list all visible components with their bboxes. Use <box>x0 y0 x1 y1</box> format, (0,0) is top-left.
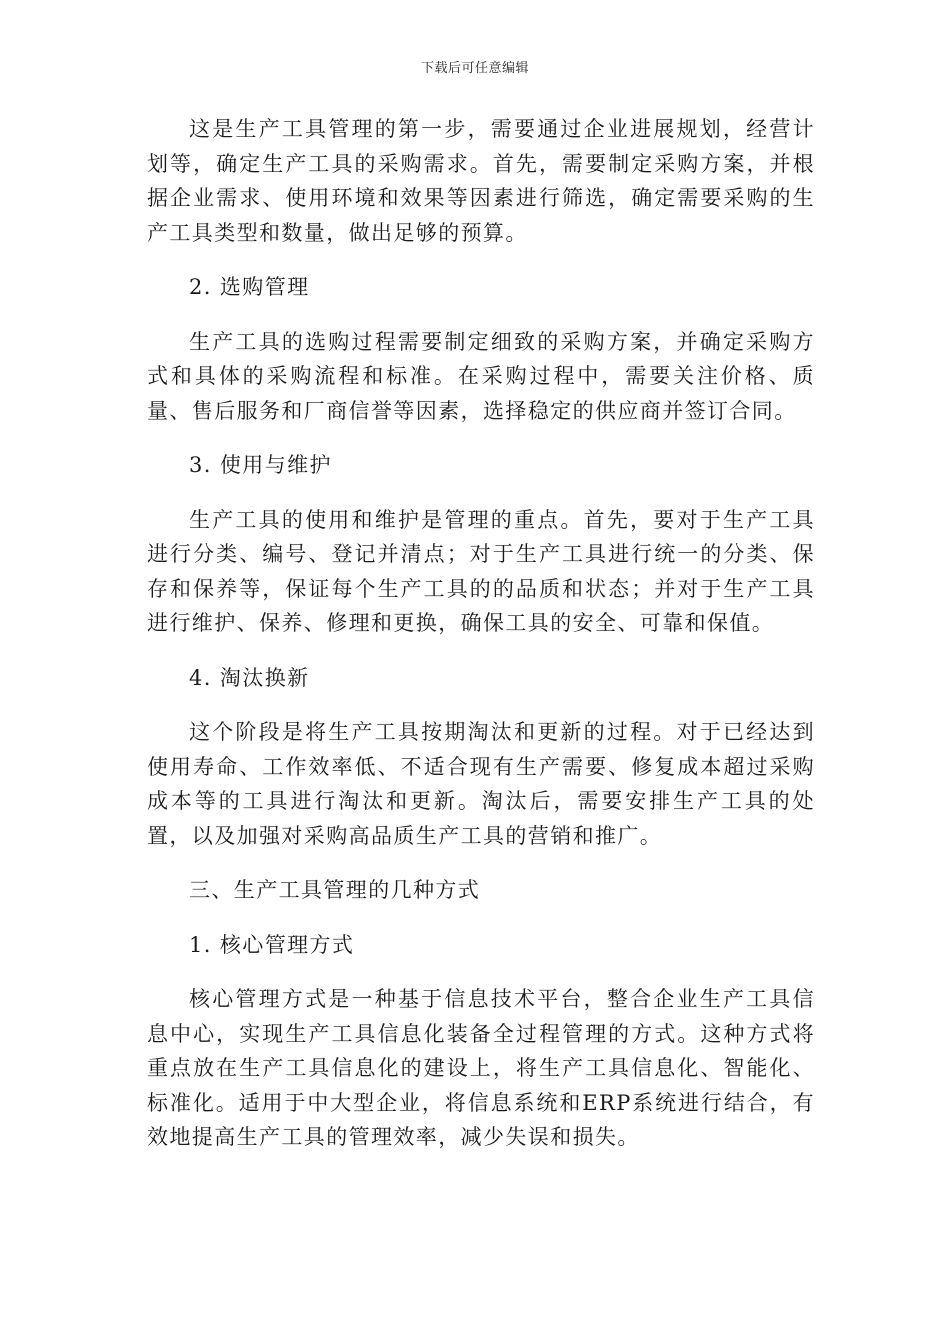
paragraph-core-management: 核心管理方式是一种基于信息技术平台，整合企业生产工具信息中心，实现生产工具信息化装备全过程管理的方式。这种方式将重点放在生产工具信息化的建设上，将生产工具信息化、智能化、标准化。适用于中大型企业，将信息系统和ERP系统进行结合，有效地提高生产工具的管理效率，减少失误和损失。 <box>147 987 815 1149</box>
heading-retirement-renewal: 4. 淘汰换新 <box>189 665 310 690</box>
document-body <box>147 112 815 1175</box>
page-header: 下载后可任意编辑 <box>420 61 529 76</box>
paragraph-use-and-maintenance: 生产工具的使用和维护是管理的重点。首先，要对于生产工具进行分类、编号、登记并清点；对于生产工具进行统一的分类、保存和保养等，保证每个生产工具的的品质和状态；并对于生产工具进行维护、保养、修理和更换，确保工具的安全、可靠和保值。 <box>147 507 815 635</box>
paragraph-retirement-renewal: 这个阶段是将生产工具按期淘汰和更新的过程。对于已经达到使用寿命、工作效率低、不适合现有生产需要、修复成本超过采购成本等的工具进行淘汰和更新。淘汰后，需要安排生产工具的处置，以及加强对采购高品质生产工具的营销和推广。 <box>147 720 815 848</box>
paragraph-selection-management: 生产工具的选购过程需要制定细致的采购方案，并确定采购方式和具体的采购流程和标准。在采购过程中，需要关注价格、质量、售后服务和厂商信誉等因素，选择稳定的供应商并签订合同。 <box>147 329 815 423</box>
heading-selection-management: 2. 选购管理 <box>189 275 310 299</box>
section-heading-management-methods: 三、生产工具管理的几种方式 <box>189 878 481 902</box>
heading-core-management: 1. 核心管理方式 <box>189 932 355 957</box>
paragraph-procurement-planning: 这是生产工具管理的第一步，需要通过企业进展规划，经营计划等，确定生产工具的采购需求。首先，需要制定采购方案，并根据企业需求、使用环境和效果等因素进行筛选，确定需要采购的生产工具类型和数量，做出足够的预算。 <box>147 117 815 245</box>
heading-use-and-maintenance: 3. 使用与维护 <box>189 453 332 477</box>
